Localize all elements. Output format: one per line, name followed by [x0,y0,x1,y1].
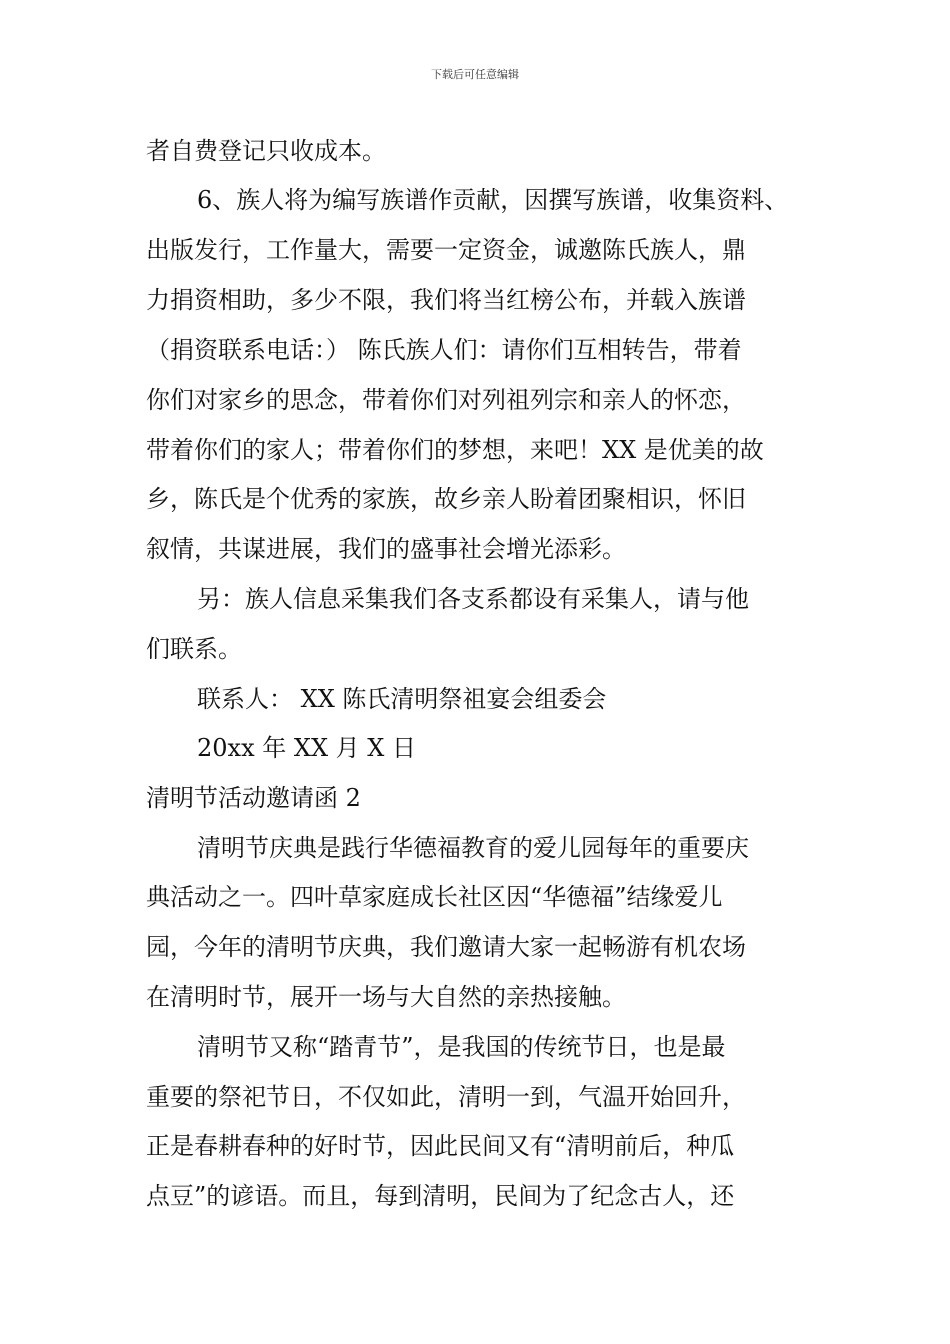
body-line-2: 6、族人将为编写族谱作贡献，因撰写族谱，收集资料、 [197,186,789,214]
body-line-10: 另：族人信息采集我们各支系都设有采集人，请与他 [197,585,749,613]
date-line: 20xx 年 XX 月 X 日 [197,734,417,762]
body-line-22: 点豆”的谚语。而且，每到清明，民间为了纪念古人，还 [146,1182,735,1210]
body-line-7: 带着你们的家人；带着你们的梦想，来吧！XX 是优美的故 [146,436,764,464]
body-line-18: 在清明时节，展开一场与大自然的亲热接触。 [146,983,626,1011]
body-line-4: 力捐资相助，多少不限，我们将当红榜公布，并载入族谱 [146,286,746,314]
body-line-9: 叙情，共谋进展，我们的盛事社会增光添彩。 [146,535,626,563]
body-line-17: 园，今年的清明节庆典，我们邀请大家一起畅游有机农场 [146,933,746,961]
page-header: 下载后可任意编辑 [431,68,519,81]
body-line-5: （捐资联系电话：） 陈氏族人们：请你们互相转告，带着 [146,336,742,364]
section-title: 清明节活动邀请函 2 [146,784,361,812]
contact-line: 联系人： XX 陈氏清明祭祖宴会组委会 [197,685,607,713]
body-line-8: 乡，陈氏是个优秀的家族，故乡亲人盼着团聚相识，怀旧 [146,485,746,513]
body-line-6: 你们对家乡的思念，带着你们对列祖列宗和亲人的怀恋， [146,386,746,414]
body-line-20: 重要的祭祀节日，不仅如此，清明一到，气温开始回升， [146,1083,746,1111]
body-line-16: 典活动之一。四叶草家庭成长社区因“华德福”结缘爱儿 [146,883,723,911]
body-line-15: 清明节庆典是践行华德福教育的爱儿园每年的重要庆 [197,834,749,862]
body-line-19: 清明节又称“踏青节”，是我国的传统节日，也是最 [197,1033,726,1061]
body-line-1: 者自费登记只收成本。 [146,137,386,165]
body-line-11: 们联系。 [146,635,242,663]
body-line-21: 正是春耕春种的好时节，因此民间又有“清明前后，种瓜 [146,1132,735,1160]
body-line-3: 出版发行，工作量大，需要一定资金，诚邀陈氏族人，鼎 [146,236,746,264]
